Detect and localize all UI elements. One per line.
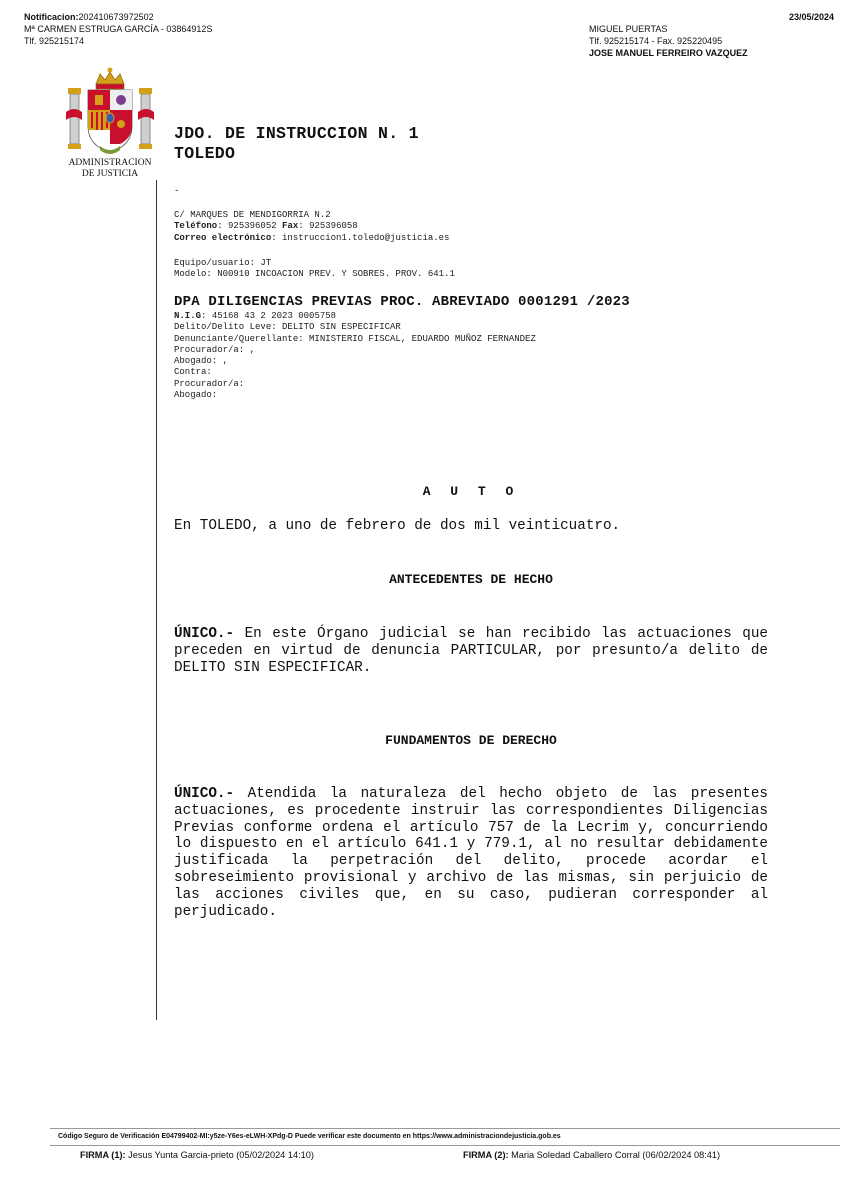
court-email: instruccion1.toledo@justicia.es: [282, 232, 450, 243]
signature-1-name: Jesus Yunta Garcia-prieto (05/02/2024 14:10): [128, 1150, 314, 1160]
court-city: TOLEDO: [174, 144, 236, 163]
case-details: [174, 311, 536, 401]
procurador-1: Procurador/a: ,: [174, 344, 256, 355]
logo-text: [52, 158, 168, 179]
abogado-2: Abogado:: [174, 390, 218, 401]
footer-divider: [50, 1128, 840, 1129]
fundamentos-label: ÚNICO.-: [174, 786, 235, 802]
sender-contact: Tlf. 925215174 - Fax. 925220495: [589, 36, 723, 46]
contra: Contra:: [174, 367, 212, 378]
sender-attorney: JOSE MANUEL FERREIRO VAZQUEZ: [589, 48, 748, 58]
footer-divider-2: [50, 1145, 840, 1146]
court-email-line: Correo electrónico: instruccion1.toledo@justicia.es: [174, 232, 450, 243]
model-block: [174, 258, 455, 281]
case-title: DPA DILIGENCIAS PREVIAS PROC. ABREVIADO 0001291 /2023: [174, 294, 630, 310]
court-address: C/ MARQUES DE MENDIGORRIA N.2: [174, 210, 331, 220]
abogado-1: Abogado: ,: [174, 356, 229, 367]
recipient-phone: Tlf. 925215174: [24, 36, 85, 46]
court-phone: 925396052: [228, 221, 277, 232]
logo-line-2: DE JUSTICIA: [81, 168, 139, 179]
antecedentes-text: En este Órgano judicial se han recibido las actuaciones que preceden en virtud de denuncia PARTICULAR, por presunto/a delito de DELITO SIN ESPECIFICAR.: [174, 626, 768, 676]
court-header: [174, 124, 419, 164]
fundamentos-text: Atendida la naturaleza del hecho objeto de las presentes actuaciones, es procedente instruir las correspondientes Diligencias Previas conforme ordena el artículo 757 de la Lecrim y, concurriendo lo dispuesto en el artículo 641.1 y 779.1, al no resultar debidamente justificada la perpetración del delito, procede acordar el sobreseimiento provisional y archivo de las mismas, sin perjuicio de las acciones civiles que, en su caso, pudieran corresponder al perjudicado.: [174, 786, 768, 920]
spain-coat-of-arms-icon: [62, 66, 158, 158]
signature-2: FIRMA (2): Maria Soledad Caballero Corral (06/02/2024 08:41): [463, 1150, 721, 1160]
model-code: Modelo: N00910 INCOACION PREV. Y SOBRES. PROV. 641.1: [174, 269, 455, 280]
court-phone-line: Teléfono: 925396052 Fax: 925396058: [174, 221, 358, 232]
auto-title: A U T O: [422, 484, 520, 499]
signature-2-name: Maria Soledad Caballero Corral (06/02/2024 08:41): [511, 1150, 721, 1160]
antecedentes-label: ÚNICO.-: [174, 626, 235, 642]
logo-line-1: ADMINISTRACION: [68, 158, 152, 168]
notification-number: 202410673972502: [78, 12, 154, 22]
court-name: JDO. DE INSTRUCCION N. 1: [174, 124, 419, 143]
header-date: 23/05/2024: [789, 12, 835, 22]
signature-1: FIRMA (1): Jesus Yunta Garcia-prieto (05/02/2024 14:10): [80, 1150, 314, 1160]
notification-line: Notificacion:202410673972502: [24, 12, 154, 22]
fundamentos-heading: FUNDAMENTOS DE DERECHO: [385, 733, 557, 748]
justice-logo: [62, 66, 158, 179]
sender-name: MIGUEL PUERTAS: [589, 24, 668, 34]
court-contact: [174, 210, 449, 244]
antecedentes-heading: ANTECEDENTES DE HECHO: [389, 572, 553, 587]
place-date: En TOLEDO, a uno de febrero de dos mil veinticuatro.: [174, 518, 621, 534]
left-margin-rule: [156, 180, 157, 1020]
team-user: Equipo/usuario: JT: [174, 258, 272, 268]
verification-code: Código Seguro de Verificación E04799402-MI:y5ze-Y6es-eLWH-XPdg-D Puede verificar este documento en https://www.administraciondejusticia.gob.es: [58, 1133, 561, 1140]
recipient-name: Mª CARMEN ESTRUGA GARCÍA - 03864912S: [24, 24, 213, 34]
sender-block: [589, 23, 748, 59]
crime-type: Delito/Delito Leve: DELITO SIN ESPECIFICAR: [174, 322, 401, 333]
complainant: Denunciante/Querellante: MINISTERIO FISCAL, EDUARDO MUÑOZ FERNANDEZ: [174, 333, 536, 344]
nig-value: 45168 43 2 2023 0005758: [211, 311, 337, 321]
procurador-2: Procurador/a:: [174, 378, 245, 389]
nig-line: N.I.G: 45168 43 2 2023 0005758: [174, 311, 337, 321]
court-dash: -: [174, 186, 180, 196]
antecedentes-paragraph: [174, 626, 768, 676]
court-fax: 925396058: [309, 221, 358, 232]
notification-header: [24, 11, 212, 47]
fundamentos-paragraph: [174, 786, 768, 920]
